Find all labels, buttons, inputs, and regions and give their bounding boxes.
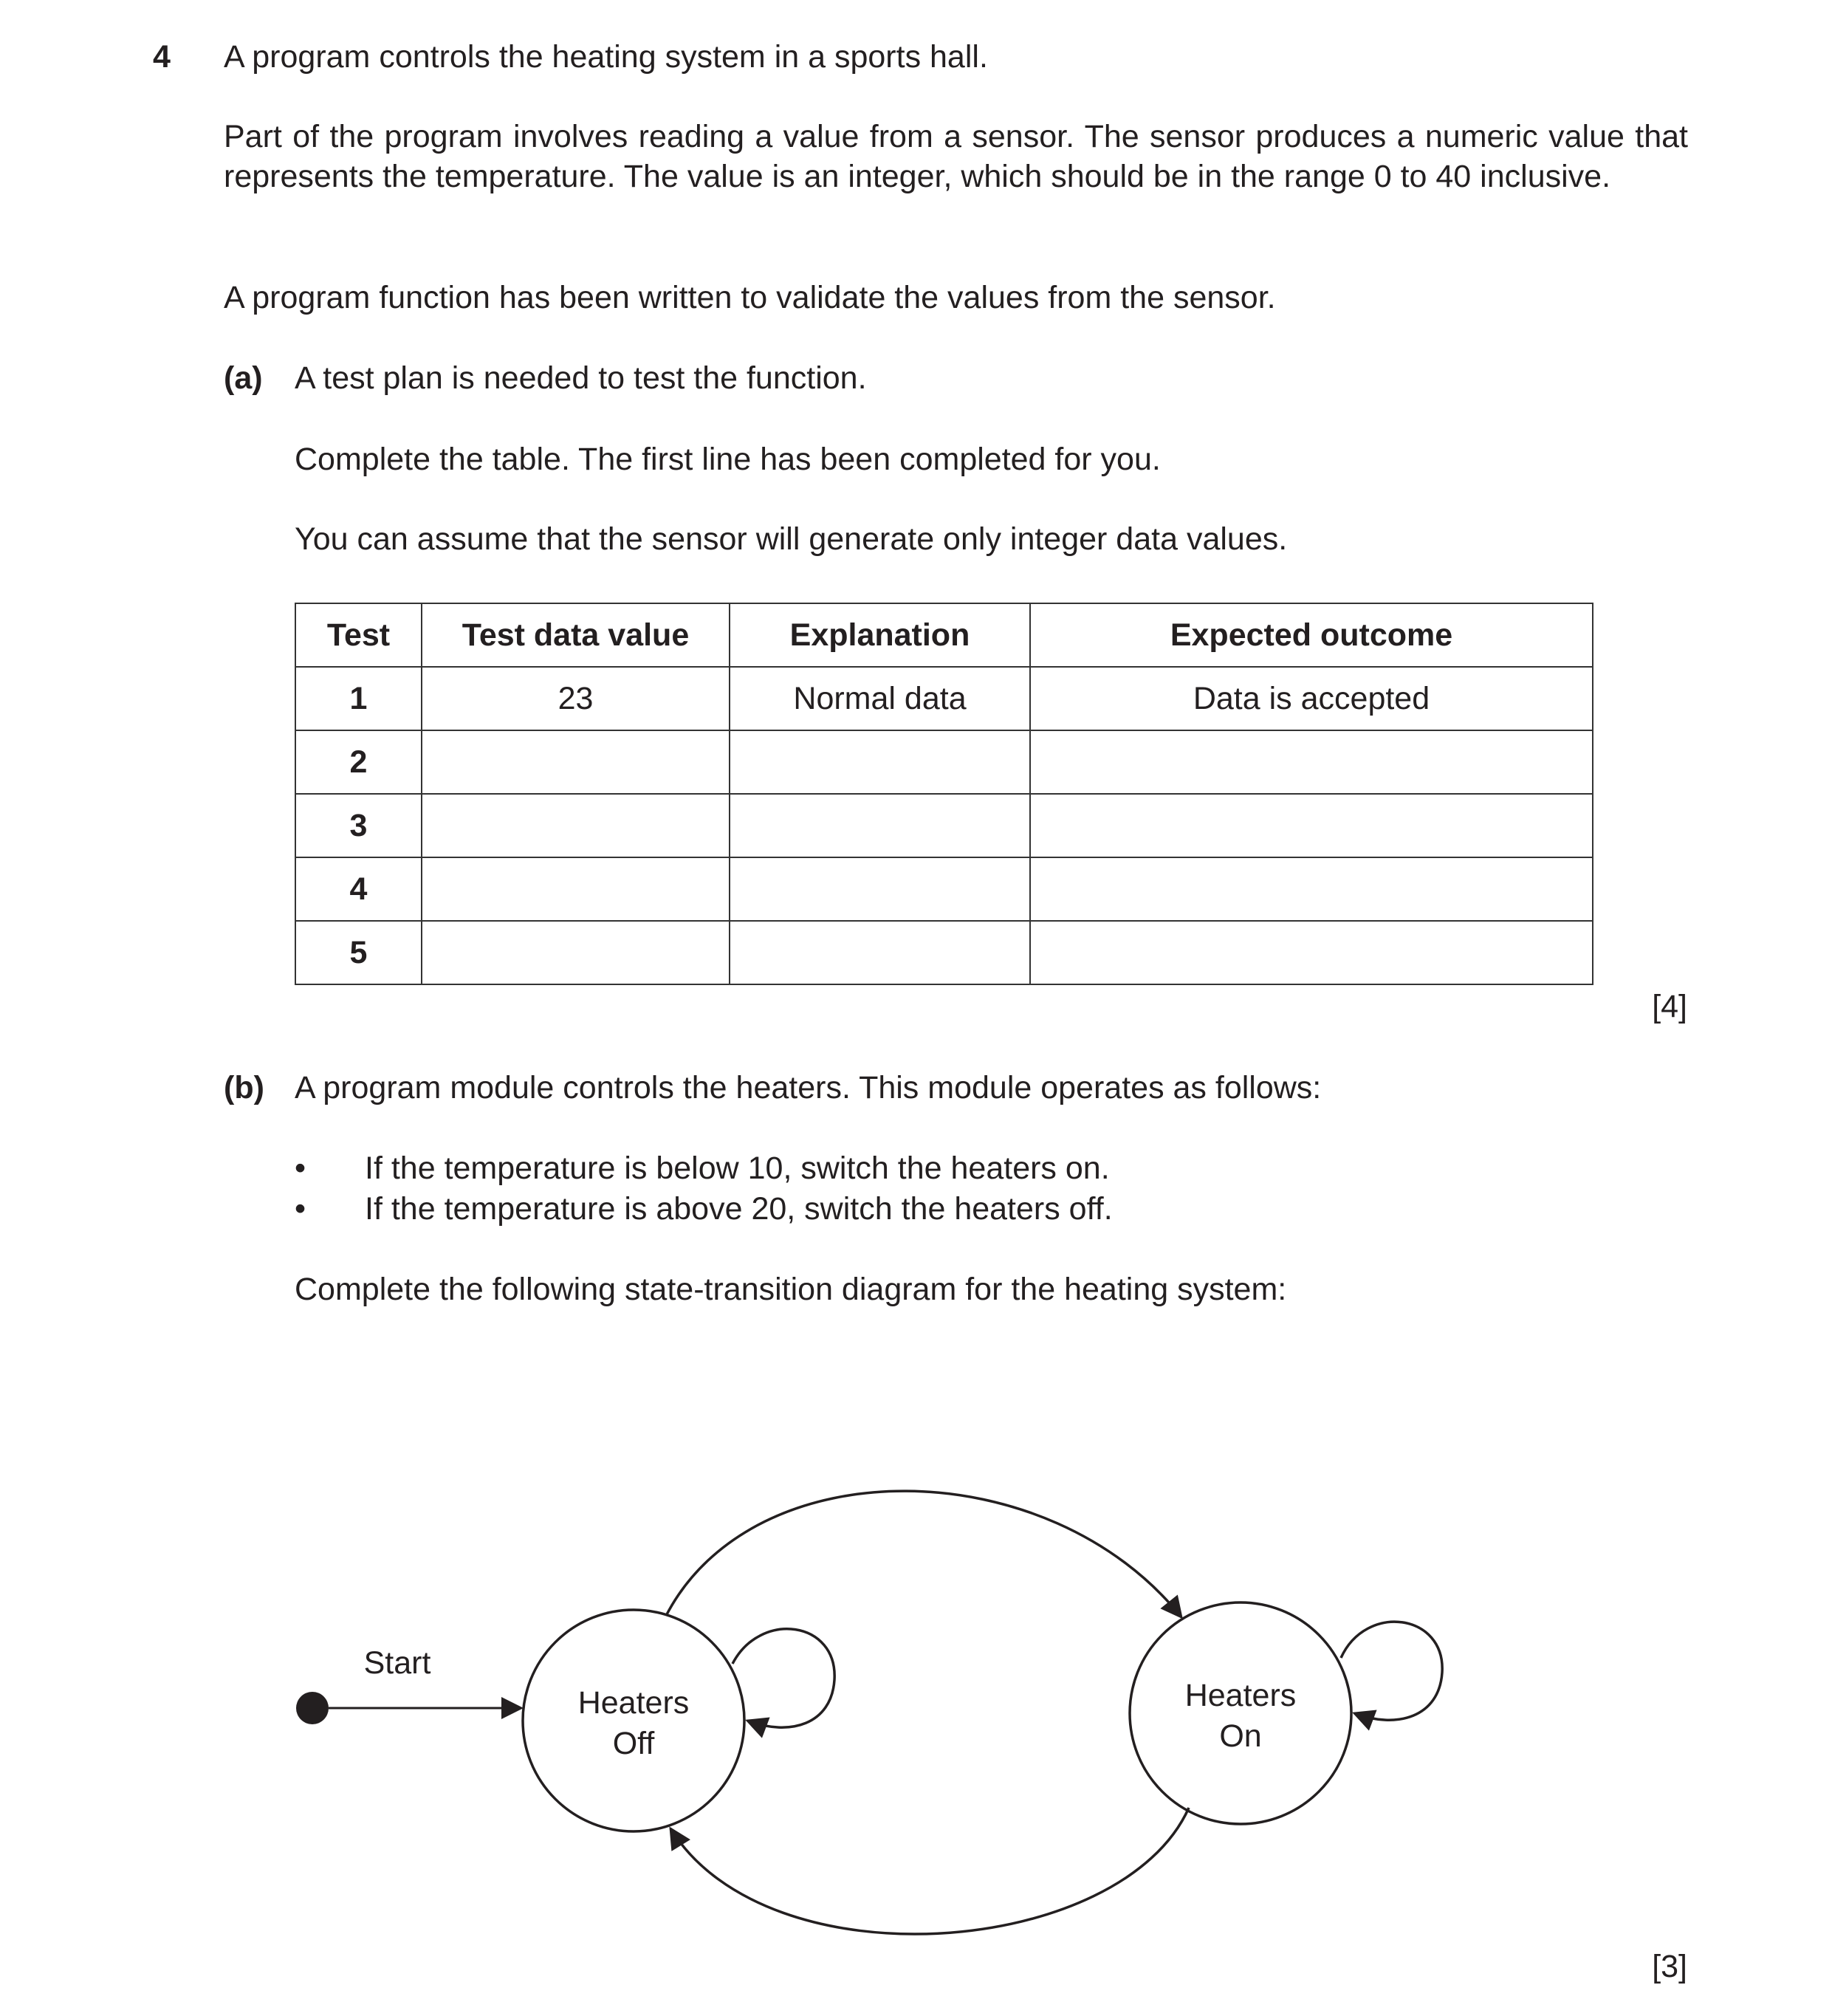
question-intro: A program controls the heating system in a sports hall. [224,39,988,75]
expected-outcome-cell: Data is accepted [1030,667,1593,730]
explanation-cell: Normal data [730,667,1030,730]
bullet-icon: • [295,1191,306,1227]
start-label: Start [363,1645,431,1681]
test-number-cell: 1 [295,667,422,730]
bullet-icon: • [295,1151,306,1186]
test-number-cell: 4 [295,857,422,921]
part-b-label: (b) [224,1070,264,1105]
part-a-line-3: You can assume that the sensor will generate only integer data values. [295,521,1288,557]
header-test: Test [295,603,422,667]
self-loop-heaters-on [1341,1622,1442,1720]
state-heaters-on-label-line-2: On [1219,1718,1262,1754]
part-b-line-2: Complete the following state-transition diagram for the heating system: [295,1272,1287,1307]
transition-on-to-off [670,1808,1189,1934]
question-paragraph-1: Part of the program involves reading a value from a sensor. The sensor produces a numeric value that represents the temperature. The value is an integer, which should be in the range 0 to 40 inclusive. [224,119,1688,194]
part-a-line-1: A test plan is needed to test the function. [295,360,867,396]
header-test-data-value: Test data value [422,603,730,667]
state-heaters-off [523,1610,744,1831]
header-explanation: Explanation [730,603,1030,667]
test-number-cell: 3 [295,794,422,857]
part-a-marks: [4] [1652,989,1687,1024]
bullet-item: If the temperature is above 20, switch the heaters off. [365,1191,1113,1227]
state-heaters-off-label-line-1: Heaters [577,1685,690,1721]
part-b-marks: [3] [1652,1949,1687,1984]
start-node [296,1692,329,1724]
state-heaters-on-label-line-1: Heaters [1184,1678,1297,1713]
part-b-line-1: A program module controls the heaters. This module operates as follows: [295,1070,1322,1105]
state-heaters-off-label-line-2: Off [612,1726,655,1761]
part-a-line-2: Complete the table. The first line has been completed for you. [295,442,1161,477]
header-expected-outcome: Expected outcome [1030,603,1593,667]
state-heaters-on [1130,1602,1351,1824]
bullet-item: If the temperature is below 10, switch the heaters on. [365,1151,1110,1186]
question-number: 4 [153,39,171,75]
self-loop-heaters-off [733,1629,834,1727]
part-a-label: (a) [224,360,263,396]
test-data-value-cell: 23 [422,667,730,730]
transition-off-to-on [666,1491,1181,1617]
question-paragraph-2: A program function has been written to validate the values from the sensor. [224,280,1276,315]
test-number-cell: 2 [295,730,422,794]
test-number-cell: 5 [295,921,422,984]
